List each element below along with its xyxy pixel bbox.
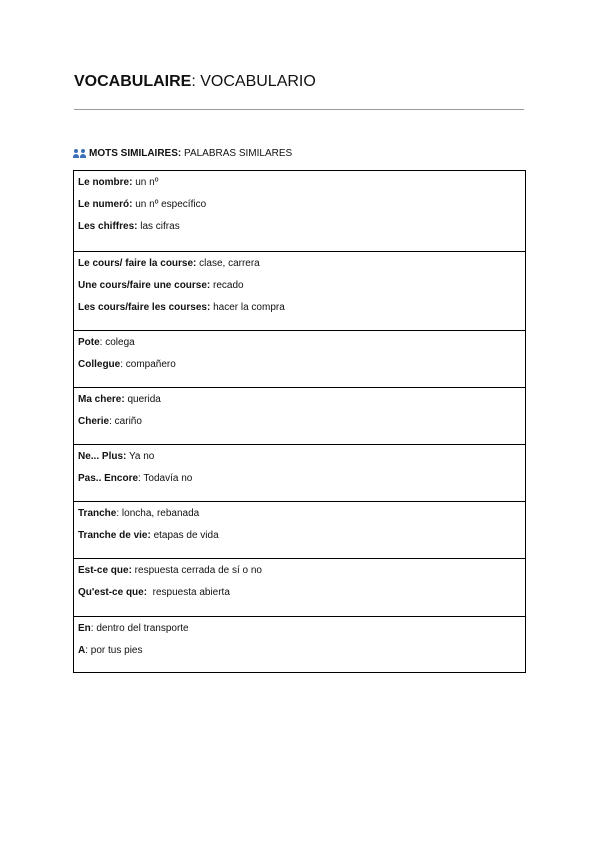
vocab-entry <box>78 587 521 599</box>
vocab-term: Le cours/ faire la course: <box>78 258 197 269</box>
vocab-definition: Ya no <box>126 451 155 462</box>
table-row <box>74 558 525 616</box>
vocab-entry <box>78 221 521 233</box>
vocab-definition: querida <box>124 394 161 405</box>
page-title-bold: VOCABULAIRE <box>74 73 192 90</box>
vocab-entry <box>78 623 521 635</box>
vocab-definition: : colega <box>99 337 135 348</box>
table-row <box>74 330 525 387</box>
vocab-entry <box>78 565 521 577</box>
vocab-term: Pote <box>78 337 100 348</box>
vocab-entry <box>78 199 521 211</box>
vocab-term: Le numeró: <box>78 199 133 210</box>
vocab-term: En <box>78 623 91 634</box>
vocab-entry <box>78 258 521 270</box>
vocab-entry <box>78 280 521 292</box>
vocab-entry <box>78 530 521 542</box>
page-title <box>74 72 316 92</box>
vocab-definition: etapas de vida <box>150 530 219 541</box>
table-row <box>74 501 525 558</box>
table-row <box>74 616 525 672</box>
vocab-entry <box>78 508 521 520</box>
section-heading <box>73 148 292 160</box>
table-row <box>74 251 525 330</box>
vocab-definition: las cifras <box>137 221 180 232</box>
vocab-term: A <box>78 645 86 656</box>
vocab-entry <box>78 416 521 428</box>
table-row <box>74 171 525 251</box>
vocab-term: Les cours/faire les courses: <box>78 302 211 313</box>
vocab-entry <box>78 302 521 314</box>
vocab-term: Pas.. Encore <box>78 473 139 484</box>
vocab-entry <box>78 177 521 189</box>
vocab-term: Ma chere: <box>78 394 125 405</box>
vocab-entry <box>78 645 521 657</box>
vocab-term: Tranche <box>78 508 117 519</box>
vocab-definition: un nº <box>132 177 159 188</box>
vocab-definition: : loncha, rebanada <box>116 508 200 519</box>
vocab-definition: respuesta cerrada de sí o no <box>131 565 262 576</box>
vocab-entry <box>78 359 521 371</box>
vocab-term: Tranche de vie: <box>78 530 151 541</box>
page-title-rest: : VOCABULARIO <box>191 73 316 90</box>
vocab-definition: un nº específico <box>132 199 207 210</box>
vocab-term: Est-ce que: <box>78 565 132 576</box>
vocab-definition: : compañero <box>120 359 176 370</box>
vocab-term: Qu'est-ce que: <box>78 587 148 598</box>
vocab-definition: : dentro del transporte <box>90 623 189 634</box>
vocab-definition: : cariño <box>109 416 142 427</box>
vocab-entry <box>78 473 521 485</box>
vocab-term: Ne... Plus: <box>78 451 127 462</box>
vocab-term: Cherie <box>78 416 110 427</box>
vocab-definition: : por tus pies <box>85 645 143 656</box>
title-divider <box>74 109 524 110</box>
vocab-definition: recado <box>210 280 244 291</box>
vocab-entry <box>78 451 521 463</box>
vocab-definition: clase, carrera <box>196 258 260 269</box>
table-row <box>74 444 525 501</box>
vocab-term: Le nombre: <box>78 177 133 188</box>
section-heading-rest: PALABRAS SIMILARES <box>181 148 293 159</box>
vocab-definition: : Todavía no <box>138 473 193 484</box>
vocab-term: Une cours/faire une course: <box>78 280 211 291</box>
vocab-entry <box>78 337 521 349</box>
vocab-term: Collegue <box>78 359 121 370</box>
vocab-definition: respuesta abierta <box>147 587 230 598</box>
vocab-definition: hacer la compra <box>210 302 285 313</box>
table-row <box>74 387 525 444</box>
vocabulary-table <box>73 170 526 673</box>
people-icon <box>73 149 87 159</box>
vocab-term: Les chiffres: <box>78 221 138 232</box>
section-heading-bold: MOTS SIMILAIRES: <box>89 148 182 159</box>
vocab-entry <box>78 394 521 406</box>
